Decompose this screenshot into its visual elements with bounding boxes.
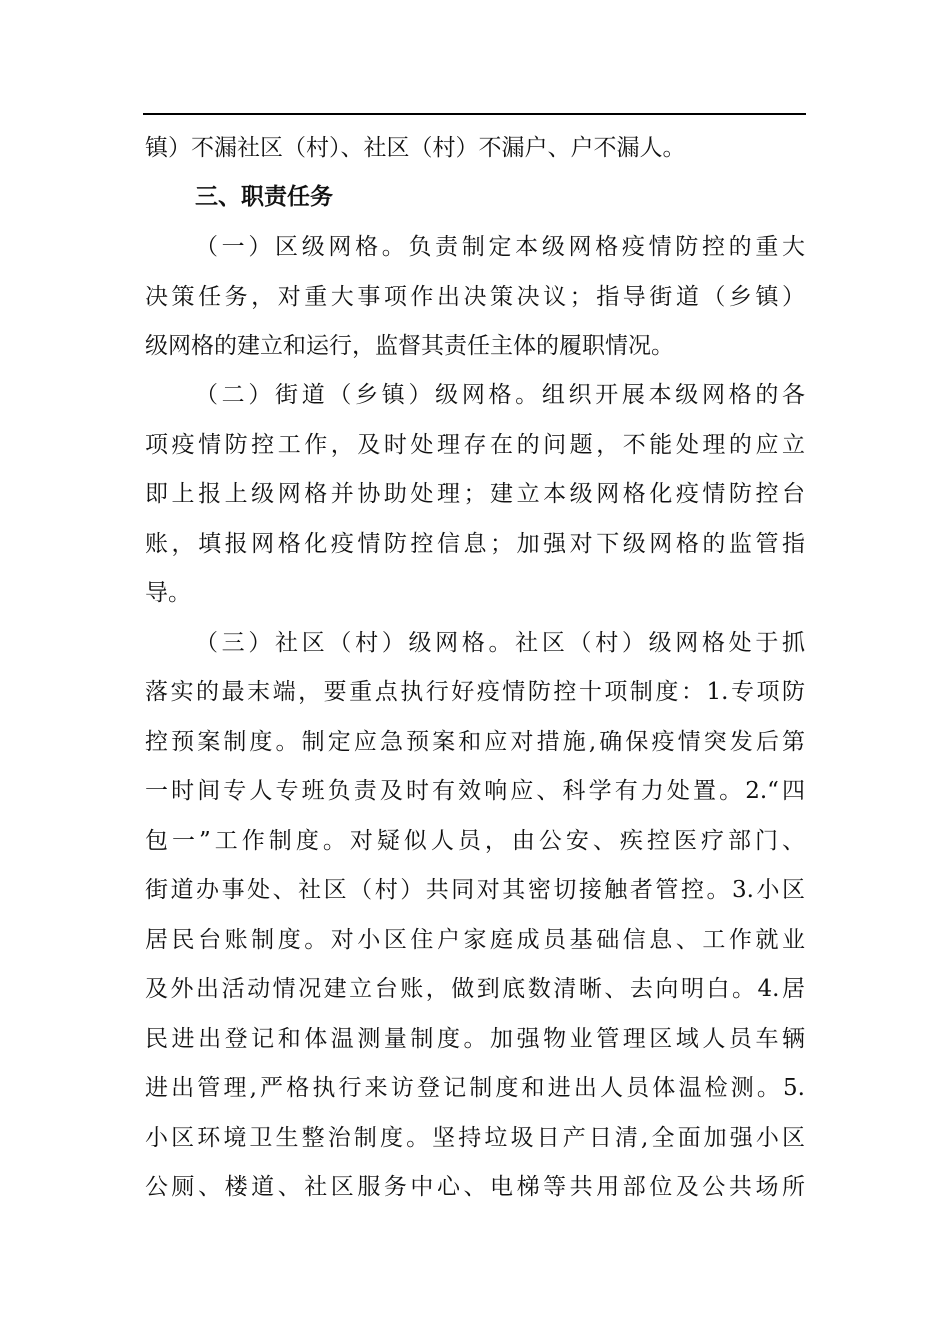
body-line-7: 项疫情防控工作，及时处理存在的问题，不能处理的应立: [145, 432, 805, 458]
body-line-19: 民进出登记和体温测量制度。加强物业管理区域人员车辆: [145, 1026, 805, 1052]
body-line-13: 控预案制度。制定应急预案和应对措施,确保疫情突发后第: [145, 729, 805, 755]
body-line-8: 即上报上级网格并协助处理；建立本级网格化疫情防控台: [145, 481, 805, 507]
body-line-14: 一时间专人专班负责及时有效响应、科学有力处置。2.“四: [145, 778, 805, 804]
section-heading: 三、职责任务: [195, 183, 333, 210]
body-line-21: 小区环境卫生整治制度。坚持垃圾日产日清,全面加强小区: [145, 1125, 805, 1151]
body-line-11: （三）社区（村）级网格。社区（村）级网格处于抓: [195, 630, 805, 656]
body-line-5: 级网格的建立和运行，监督其责任主体的履职情况。: [145, 333, 674, 359]
body-line-18: 及外出活动情况建立台账，做到底数清晰、去向明白。4.居: [145, 976, 805, 1002]
body-line-16: 街道办事处、社区（村）共同对其密切接触者管控。3.小区: [145, 877, 805, 903]
body-line-17: 居民台账制度。对小区住户家庭成员基础信息、工作就业: [145, 927, 805, 953]
body-line-12: 落实的最末端，要重点执行好疫情防控十项制度：1.专项防: [145, 679, 805, 705]
body-line-1: 镇）不漏社区（村）、社区（村）不漏户、户不漏人。: [145, 135, 686, 161]
body-line-20: 进出管理,严格执行来访登记制度和进出人员体温检测。5.: [145, 1075, 805, 1101]
header-rule: [143, 113, 806, 115]
body-line-22: 公厕、楼道、社区服务中心、电梯等共用部位及公共场所: [145, 1174, 805, 1200]
body-line-9: 账，填报网格化疫情防控信息；加强对下级网格的监管指: [145, 531, 805, 557]
body-line-3: （一）区级网格。负责制定本级网格疫情防控的重大: [195, 234, 805, 260]
body-line-6: （二）街道（乡镇）级网格。组织开展本级网格的各: [195, 382, 805, 408]
body-line-15: 包一”工作制度。对疑似人员，由公安、疾控医疗部门、: [145, 828, 805, 854]
body-line-10: 导。: [145, 580, 191, 606]
body-line-4: 决策任务，对重大事项作出决策决议；指导街道（乡镇）: [145, 284, 805, 310]
